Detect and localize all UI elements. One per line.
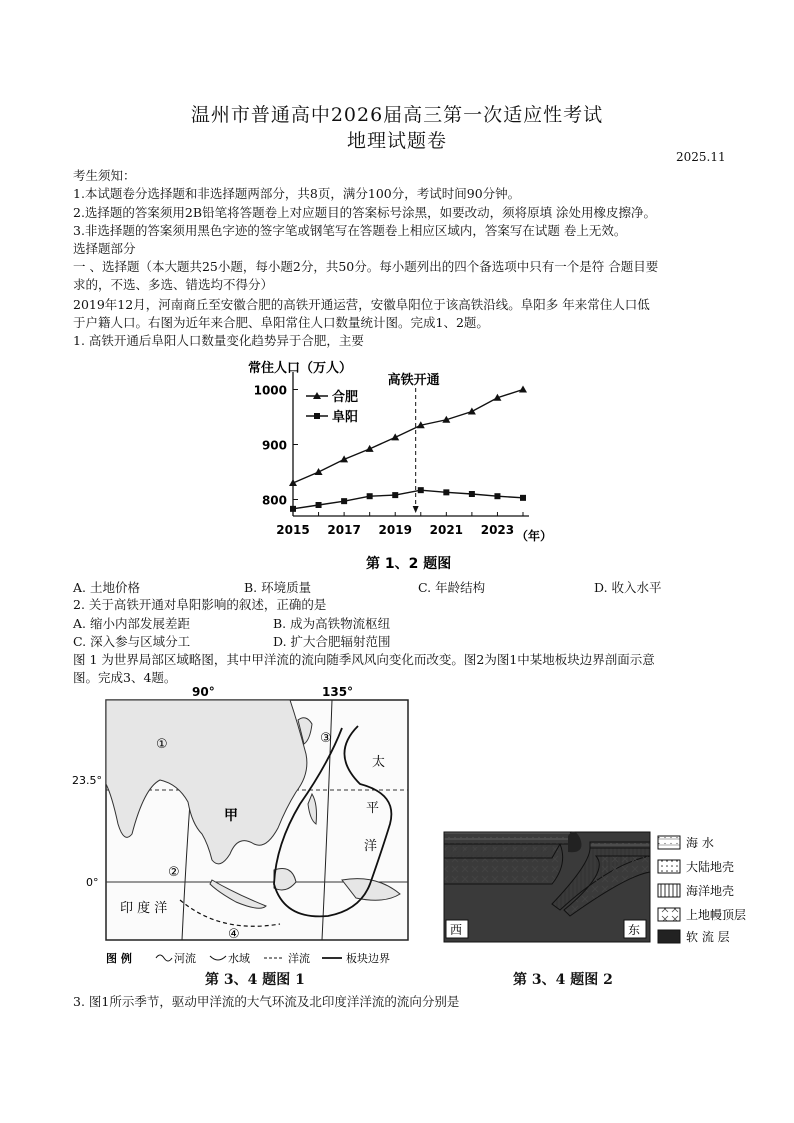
notice-heading: 考生须知： [73, 168, 136, 183]
chart-legend [306, 389, 358, 425]
point-1-2019 [392, 492, 398, 498]
label-yang: 洋 [364, 839, 378, 854]
legend-hefei: 合肥 [332, 390, 359, 405]
point-1-2022 [469, 491, 475, 497]
label-jia: 甲 [224, 808, 238, 824]
y-tick-label-1000: 1000 [253, 383, 287, 398]
q2-option-b[interactable]: B. 成为高铁物流枢纽 [273, 616, 391, 631]
exam-title: 温州市普通高中2026届高三第一次适应性考试 [190, 104, 604, 126]
population-line-chart [238, 354, 568, 574]
point-0-2022 [468, 408, 476, 415]
lon-135-label: 135° [322, 685, 354, 699]
legend-sea-swatch [658, 836, 680, 849]
map2-caption: 第 3、4 题图 2 [513, 972, 613, 988]
legend-mantle: 上地幔顶层 [686, 908, 747, 922]
lat-23-label: 23.5° [72, 774, 102, 787]
passage2-line1: 图 1 为世界局部区域略图，其中甲洋流的流向随季风风向变化而改变。图2为图1中某地板块边界剖面示意 [73, 652, 655, 667]
x-tick-label-2019: 2019 [378, 523, 412, 537]
point-1-2018 [367, 493, 373, 499]
series-line-0 [293, 390, 523, 484]
west-label: 西 [450, 923, 463, 937]
marker-1: ① [156, 737, 168, 752]
chart-axes [254, 372, 529, 537]
continental-crust [444, 844, 560, 858]
y-tick-label-800: 800 [261, 493, 287, 508]
q2-option-d[interactable]: D. 扩大合肥辐射范围 [273, 634, 391, 649]
q1-stem: 1. 高铁开通后阜阳人口数量变化趋势异于合肥，主要 [73, 333, 364, 348]
chart-xlabel: （年） [516, 529, 553, 543]
world-region-map [60, 684, 420, 984]
q1-option-b[interactable]: B. 环境质量 [244, 580, 312, 595]
section-part: 选择题部分 [73, 241, 136, 256]
q2-stem: 2. 关于高铁开通对阜阳影响的叙述，正确的是 [73, 597, 327, 612]
chart-caption: 第 1、2 题图 [366, 556, 452, 572]
legend-oceanic: 海洋地壳 [686, 884, 735, 898]
point-1-2020 [418, 487, 424, 493]
legend-continental-swatch [658, 860, 680, 873]
notice-item-1: 1.本试题卷分选择题和非选择题两部分，共8页，满分100分，考试时间90分钟。 [73, 186, 521, 201]
legend-asthenosphere-swatch [658, 930, 680, 943]
x-tick-label-2021: 2021 [429, 523, 464, 537]
legend-water-label: 水域 [228, 952, 250, 965]
legend-oceanic-swatch [658, 884, 680, 897]
point-0-2024 [519, 386, 527, 393]
x-tick-label-2023: 2023 [480, 523, 515, 537]
chart-annotation: 高铁开通 [387, 373, 440, 388]
point-1-2023 [494, 493, 500, 499]
section-intro-2: 求的，不选、多选、错选均不得分） [73, 277, 274, 292]
point-1-2017 [341, 498, 347, 504]
plate-cross-section [440, 824, 790, 950]
q1-option-a[interactable]: A. 土地价格 [73, 580, 140, 595]
notice-item-2: 2.选择题的答案须用2B铅笔将答题卷上对应题目的答案标号涂黑，如要改动，须将原填 涂处用橡皮擦净。 [73, 205, 657, 220]
q1-option-d[interactable]: D. 收入水平 [594, 580, 662, 595]
map1-caption: 第 3、4 题图 1 [205, 972, 305, 988]
exam-subtitle: 地理试题卷 [346, 130, 447, 152]
passage1-line2: 于户籍人口。右图为近年来合肥、阜阳常住人口数量统计图。完成1、2题。 [73, 315, 489, 330]
legend-asthenosphere: 软 流 层 [686, 930, 730, 944]
legend-sea: 海 水 [686, 836, 714, 850]
chart-ylabel: 常住人口（万人） [248, 361, 353, 376]
point-1-2021 [443, 489, 449, 495]
sea-water-west [444, 832, 578, 844]
river-icon [156, 955, 172, 961]
chart-series [289, 386, 527, 512]
passage2-line2: 图。完成3、4题。 [73, 670, 177, 685]
point-1-2016 [316, 502, 322, 508]
lat-0-label: 0° [86, 876, 99, 889]
water-icon [210, 956, 226, 960]
label-tai: 太 [372, 755, 386, 770]
legend-current-label: 洋流 [288, 952, 310, 965]
marker-3: ③ [320, 731, 332, 746]
y-tick-label-900: 900 [261, 438, 287, 453]
legend-fuyang: 阜阳 [332, 410, 359, 425]
legend-mantle-swatch [658, 908, 680, 921]
x-tick-label-2017: 2017 [327, 523, 361, 537]
marker-2: ② [168, 865, 180, 880]
lon-90-label: 90° [192, 685, 215, 699]
q1-option-c[interactable]: C. 年龄结构 [418, 580, 486, 595]
label-ping: 平 [366, 801, 380, 816]
label-indian-ocean: 印 度 洋 [120, 901, 168, 916]
point-0-2019 [391, 433, 399, 440]
point-0-2016 [315, 468, 323, 475]
annotation-arrow [413, 506, 419, 513]
series-line-1 [293, 490, 523, 509]
section-intro-1: 一 、选择题（本大题共25小题，每小题2分，共50分。每小题列出的四个备选项中只有一个是符 合题目要 [73, 259, 659, 274]
point-1-2024 [520, 495, 526, 501]
q3-stem: 3. 图1所示季节，驱动甲洋流的大气环流及北印度洋洋流的流向分别是 [73, 994, 460, 1009]
east-label: 东 [628, 923, 641, 937]
legend-continental: 大陆地壳 [686, 860, 735, 874]
q2-option-c[interactable]: C. 深入参与区域分工 [73, 634, 191, 649]
q2-option-a[interactable]: A. 缩小内部发展差距 [73, 616, 190, 631]
legend-title: 图 例 [106, 952, 132, 965]
passage1-line1: 2019年12月，河南商丘至安徽合肥的高铁开通运营，安徽阜阳位于该高铁沿线。阜阳多 年来常住人口低 [73, 297, 650, 312]
point-1-2015 [290, 506, 296, 512]
legend-square-icon [314, 413, 320, 419]
notice-item-3: 3.非选择题的答案须用黑色字迹的签字笔或钢笔写在答题卷上相应区域内，答案写在试题 卷上无效。 [73, 223, 627, 238]
legend-boundary-label: 板块边界 [346, 952, 390, 965]
x-tick-label-2015: 2015 [276, 523, 310, 537]
legend-river-label: 河流 [174, 952, 196, 965]
exam-date: 2025.11 [676, 150, 726, 164]
sea-water-east [590, 842, 650, 848]
marker-4: ④ [228, 927, 240, 942]
